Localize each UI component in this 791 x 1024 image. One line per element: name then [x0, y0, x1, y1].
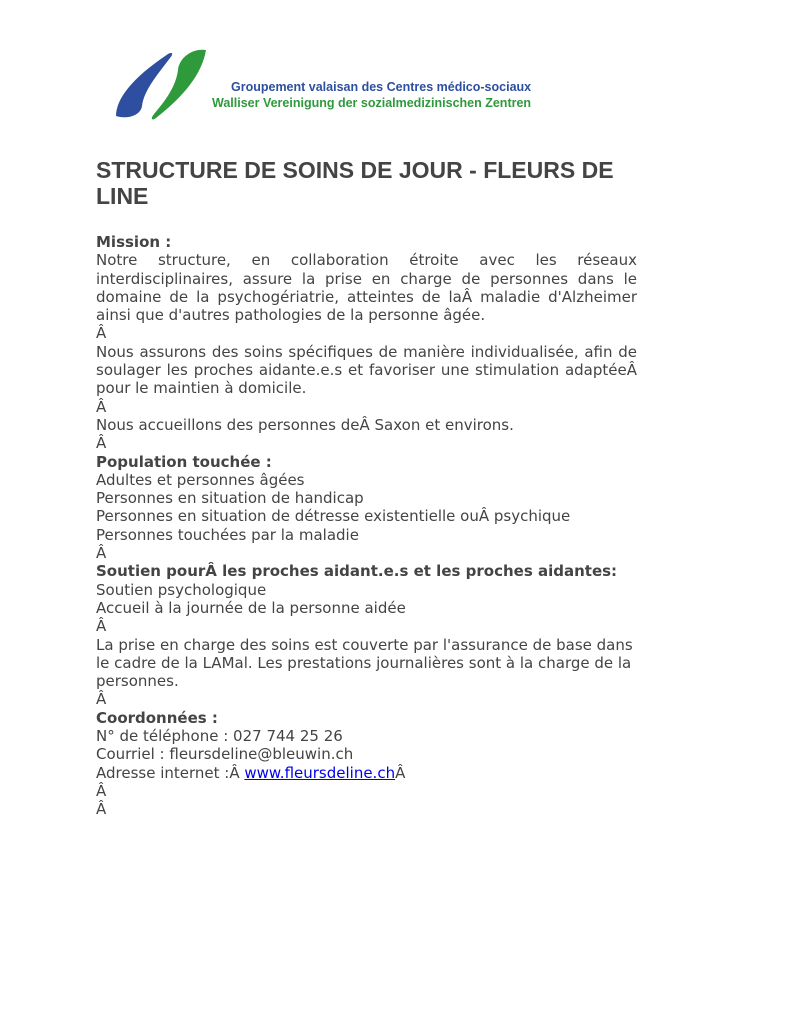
mission-heading: Mission : [96, 233, 172, 251]
soutien-paragraph: La prise en charge des soins est couverte par l'assurance de base dans le cadre de la LAMal. Les prestations journalières sont à la charge de la personnes. [96, 635, 633, 691]
soutien-item: Accueil à la journée de la personne aidée [96, 598, 406, 617]
population-item: Personnes en situation de détresse existentielle ouÂ psychique [96, 507, 571, 526]
spacer-char: Â [96, 434, 107, 453]
spacer-char: Â [96, 690, 107, 709]
mission-paragraph-3: Nous accueillons des personnes deÂ Saxon et environs. [96, 415, 514, 434]
mission-paragraph-1: Notre structure, en collaboration étroite avec les réseaux interdisciplinaires, assure la prise en charge de personnes dans le domaine de la psychogériatrie, atteintes de laÂ maladie d'Alzheimer ainsi que d'autres pathologies de la personne âgée. [96, 251, 637, 325]
logo-text-line1: Groupement valaisan des Centres médico-sociaux [231, 80, 532, 94]
contact-web [96, 764, 637, 782]
contact-phone: N° de téléphone : 027 744 25 26 [96, 727, 343, 746]
contact-web-suffix: Â [395, 763, 406, 782]
spacer-char: Â [96, 544, 107, 563]
logo-text [212, 79, 531, 111]
population-item: Adultes et personnes âgées [96, 470, 305, 489]
spacer-char: Â [96, 324, 107, 343]
website-link[interactable]: www.fleursdeline.ch [244, 763, 396, 782]
contact-web-label: Adresse internet :Â [96, 763, 245, 782]
population-item: Personnes en situation de handicap [96, 489, 364, 508]
contact-email: Courriel : fleursdeline@bleuwin.ch [96, 745, 354, 764]
soutien-heading: Soutien pourÂ les proches aidant.e.s et les proches aidantes: [96, 562, 618, 581]
spacer-char: Â [96, 781, 107, 800]
organization-logo-icon [112, 44, 208, 122]
spacer-char: Â [96, 800, 107, 819]
contact-heading: Coordonnées : [96, 708, 218, 727]
population-heading: Population touchée : [96, 452, 272, 471]
main-content [96, 233, 637, 819]
population-item: Personnes touchées par la maladie [96, 525, 359, 544]
logo-text-line2: Walliser Vereinigung der sozialmedizinischen Zentren [212, 96, 532, 110]
spacer-char: Â [96, 397, 107, 416]
mission-paragraph-2: Nous assurons des soins spécifiques de manière individualisée, afin de soulager les proches aidante.e.s et favoriser une stimulation adaptéeÂ pour le maintien à domicile. [96, 342, 637, 398]
page-title: STRUCTURE DE SOINS DE JOUR - FLEURS DE LINE [96, 157, 614, 209]
soutien-item: Soutien psychologique [96, 580, 267, 599]
spacer-char: Â [96, 617, 107, 636]
